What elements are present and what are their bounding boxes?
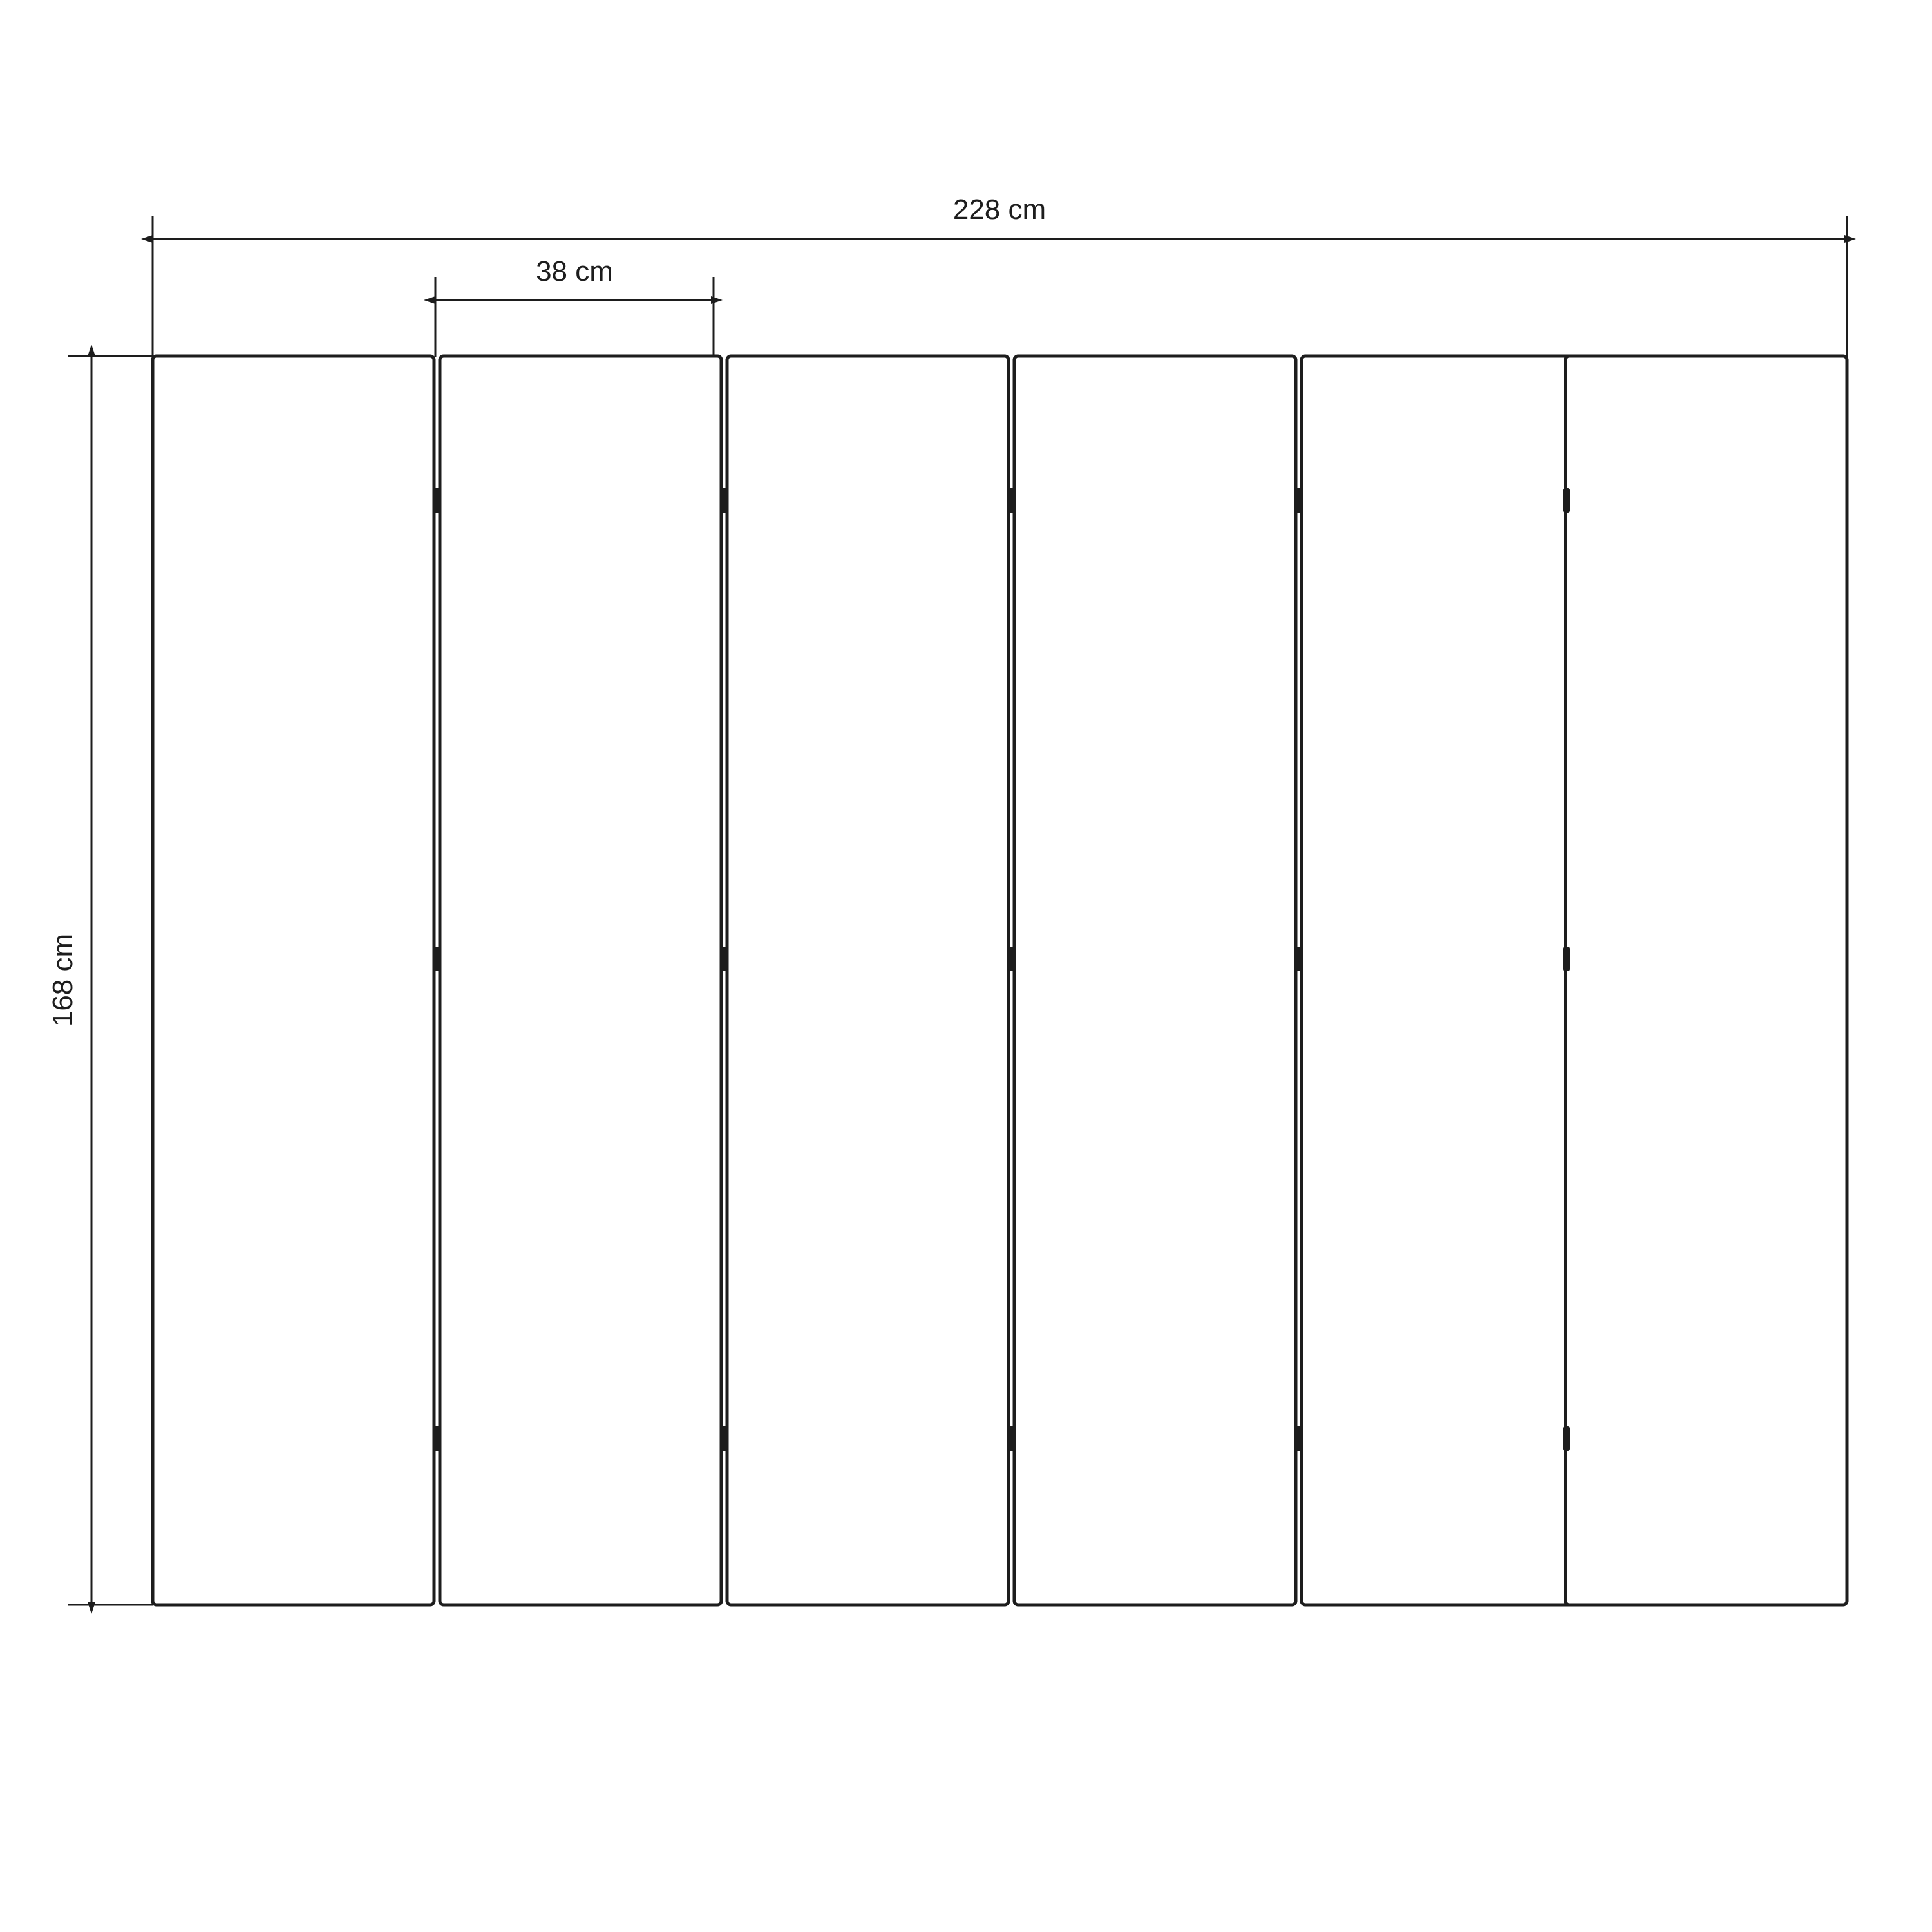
- hinge-icon: [433, 488, 440, 513]
- hinge-icon: [1008, 488, 1015, 513]
- dimension-panel-width: [435, 256, 714, 300]
- hinge-icon: [1563, 1426, 1570, 1451]
- hinge-icon: [721, 1426, 728, 1451]
- panel-group: [153, 356, 1847, 1605]
- dimension-label-total-width: 228 cm: [952, 194, 1046, 225]
- hinge-icon: [1563, 947, 1570, 971]
- panel-1[interactable]: [153, 356, 434, 1605]
- panel-4[interactable]: [1014, 356, 1296, 1605]
- hinge-icon: [721, 947, 728, 971]
- hinge-icon: [433, 1426, 440, 1451]
- hinge-icon: [721, 488, 728, 513]
- panel-6[interactable]: [1566, 356, 1847, 1605]
- hinge-icon: [1295, 947, 1302, 971]
- panel-5[interactable]: [1302, 356, 1583, 1605]
- panel-2[interactable]: [440, 356, 721, 1605]
- hinge-icon: [1563, 488, 1570, 513]
- dimension-height: [47, 356, 91, 1605]
- dimension-total-width: [153, 194, 1847, 239]
- dimension-label-height: 168 cm: [47, 933, 79, 1027]
- hinge-icon: [1008, 947, 1015, 971]
- hinge-icon: [1008, 1426, 1015, 1451]
- hinge-icon: [1295, 488, 1302, 513]
- hinge-icon: [1295, 1426, 1302, 1451]
- panel-3[interactable]: [727, 356, 1009, 1605]
- dimension-label-panel-width: 38 cm: [536, 256, 613, 287]
- hinge-icon: [433, 947, 440, 971]
